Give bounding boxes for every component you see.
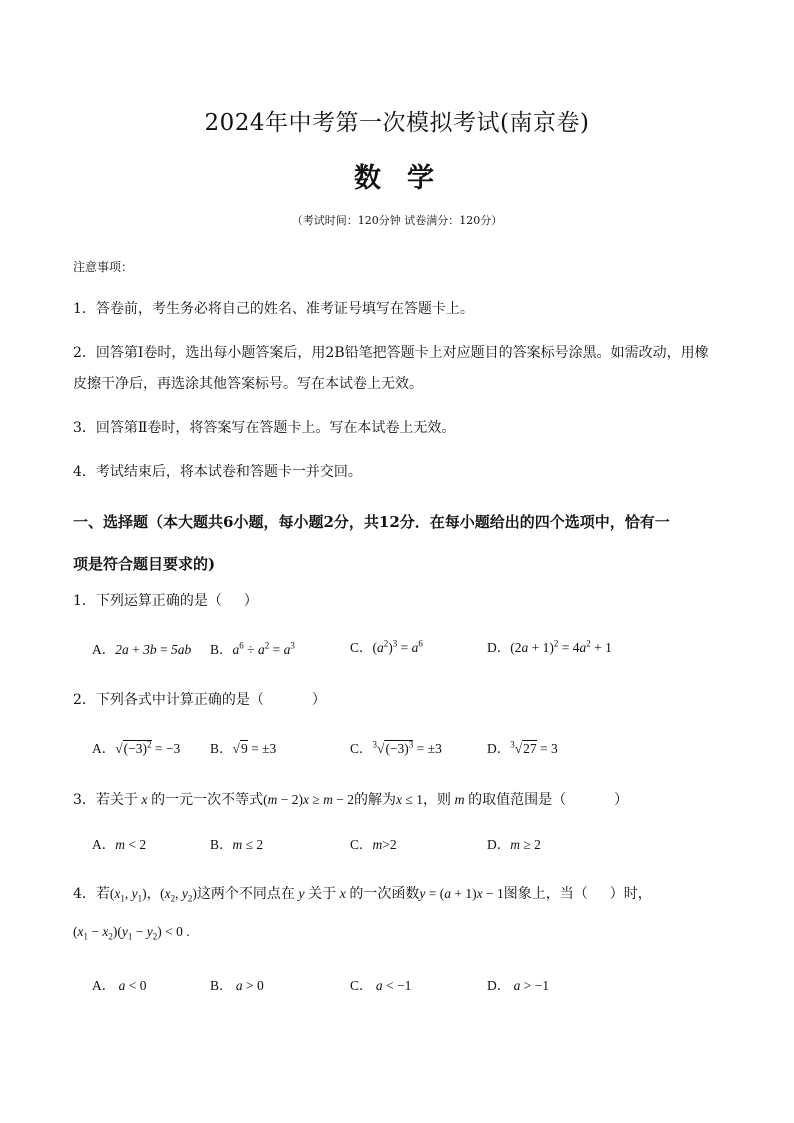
- q3-option-b: B．m ≤ 2: [210, 837, 264, 852]
- note-1: 1．答卷前，考生务必将自己的姓名、准考证号填写在答题卡上。: [73, 301, 474, 317]
- q1-option-a: A．2a + 3b = 5ab: [92, 642, 192, 657]
- q2-option-b: B．√9 = ±3: [210, 741, 277, 756]
- q1-option-d: D．$(2a + 1)^2 = 4a^2 + 1$: [487, 638, 612, 655]
- exam-info: （考试时间：120分钟 试卷满分：120分）: [291, 214, 503, 227]
- q2-option-a: A．$√(-3)^2 = -3$: [92, 739, 181, 756]
- q3-option-d: D．m ≥ 2: [487, 837, 541, 852]
- q1-option-b: B．$a^6 \div a^2 = a^3$: [210, 640, 295, 657]
- note-2-line1: 2．回答第Ⅰ卷时，选出每小题答案后，用2B铅笔把答题卡上对应题目的答案标号涂黑。如需改动，用橡: [73, 345, 709, 361]
- question-3-stem: 3．若关于 x 的一元一次不等式(m − 2)x ≥ m − 2的解为x ≤ 1，则 m 的取值范围是（ ）: [73, 792, 629, 808]
- note-3: 3．回答第Ⅱ卷时，将答案写在答题卡上。写在本试卷上无效。: [73, 420, 456, 436]
- q4-option-b: B． a > 0: [210, 978, 264, 993]
- q3-option-a: A．m < 2: [92, 837, 147, 852]
- note-2-line2: 皮擦干净后，再选涂其他答案标号。写在本试卷上无效。: [73, 376, 423, 392]
- question-4-stem-line2: $(x_1 - x_2)(y_1 - y_2) < 0$ .: [73, 924, 190, 942]
- question-4-stem-line1: 4．若($x_1$, $y_1$)，($x_2$, $y_2$)这两个不同点在 y 关于 x 的一次函数y = (a + 1)x − 1图象上，当（ ）时，: [73, 886, 652, 904]
- subject-title: 数学: [354, 163, 460, 194]
- question-1-stem: 1．下列运算正确的是（ ）: [73, 593, 258, 609]
- section-heading-line1: 一、选择题（本大题共6小题，每小题2分，共12分．在每小题给出的四个选项中，恰有一: [73, 513, 670, 531]
- q1-option-c: C．$(a^2)^3 = a^6$: [350, 638, 423, 655]
- q3-option-c: C．m>2: [350, 837, 397, 852]
- notes-heading: 注意事项：: [73, 260, 134, 274]
- note-4: 4．考试结束后，将本试卷和答题卡一并交回。: [73, 464, 362, 480]
- q4-option-a: A． a < 0: [92, 978, 147, 993]
- exam-title: 2024年中考第一次模拟考试(南京卷): [204, 110, 590, 136]
- q2-option-d: D．$^3$√27 = 3: [487, 739, 558, 756]
- section-heading-line2: 项是符合题目要求的): [73, 555, 216, 573]
- q4-option-d: D． a > −1: [487, 978, 550, 993]
- q2-option-c: C．$^3√(-3)^3 = \pm 3$: [350, 739, 442, 756]
- question-2-stem: 2．下列各式中计算正确的是（ ）: [73, 692, 326, 708]
- q4-option-c: C． a < −1: [350, 978, 412, 993]
